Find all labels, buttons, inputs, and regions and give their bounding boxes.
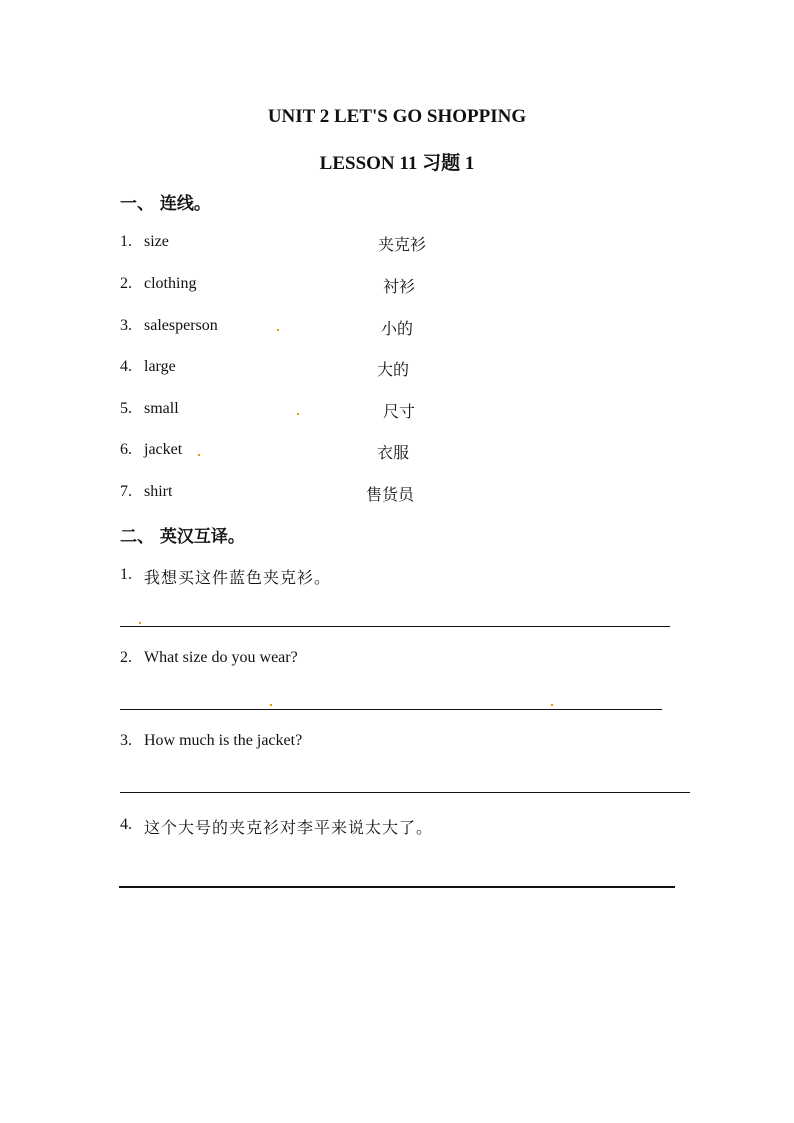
question-1-number: 1. [120, 566, 132, 583]
match-item-3-english: salesperson [144, 317, 218, 334]
match-item-5-chinese: 尺寸 [383, 402, 416, 421]
match-item-6-chinese: 衣服 [377, 443, 410, 462]
match-item-1-english: size [144, 233, 169, 250]
page-subtitle: LESSON 11 习题 1 [319, 153, 475, 174]
match-item-7-number: 7. [120, 483, 132, 500]
answer-line-3[interactable] [120, 792, 690, 793]
speck-2 [297, 413, 299, 415]
match-item-3-number: 3. [120, 317, 132, 334]
match-item-5-number: 5. [120, 400, 132, 417]
match-item-2-english: clothing [144, 275, 197, 292]
match-item-6-number: 6. [120, 441, 132, 458]
speck-4 [139, 622, 141, 624]
question-2-number: 2. [120, 649, 132, 666]
match-item-3-chinese: 小的 [381, 319, 414, 338]
speck-5 [270, 704, 272, 706]
match-item-7-english: shirt [144, 483, 173, 500]
question-1-text: 我想买这件蓝色夹克衫。 [144, 568, 332, 587]
match-item-1-chinese: 夹克衫 [378, 235, 427, 254]
match-item-7-chinese: 售货员 [366, 485, 415, 504]
page-title: UNIT 2 LET'S GO SHOPPING [267, 106, 527, 127]
match-item-4-english: large [144, 358, 176, 375]
speck-1 [277, 329, 279, 331]
question-3-text: How much is the jacket? [144, 732, 303, 749]
match-item-4-number: 4. [120, 358, 132, 375]
match-item-5-english: small [144, 400, 179, 417]
speck-3 [198, 454, 200, 456]
answer-line-2[interactable] [120, 709, 662, 710]
question-3-number: 3. [120, 732, 132, 749]
answer-line-4[interactable] [119, 886, 675, 888]
question-4-text: 这个大号的夹克衫对李平来说太大了。 [144, 818, 434, 837]
question-2-text: What size do you wear? [144, 649, 298, 666]
section-2-heading: 二、 英汉互译。 [120, 527, 245, 547]
speck-6 [551, 704, 553, 706]
question-4-number: 4. [120, 816, 132, 833]
match-item-4-chinese: 大的 [377, 360, 410, 379]
match-item-2-chinese: 衬衫 [383, 277, 416, 296]
match-item-2-number: 2. [120, 275, 132, 292]
match-item-6-english: jacket [144, 441, 183, 458]
answer-line-1[interactable] [120, 626, 670, 627]
match-item-1-number: 1. [120, 233, 132, 250]
section-1-heading: 一、 连线。 [120, 194, 211, 214]
